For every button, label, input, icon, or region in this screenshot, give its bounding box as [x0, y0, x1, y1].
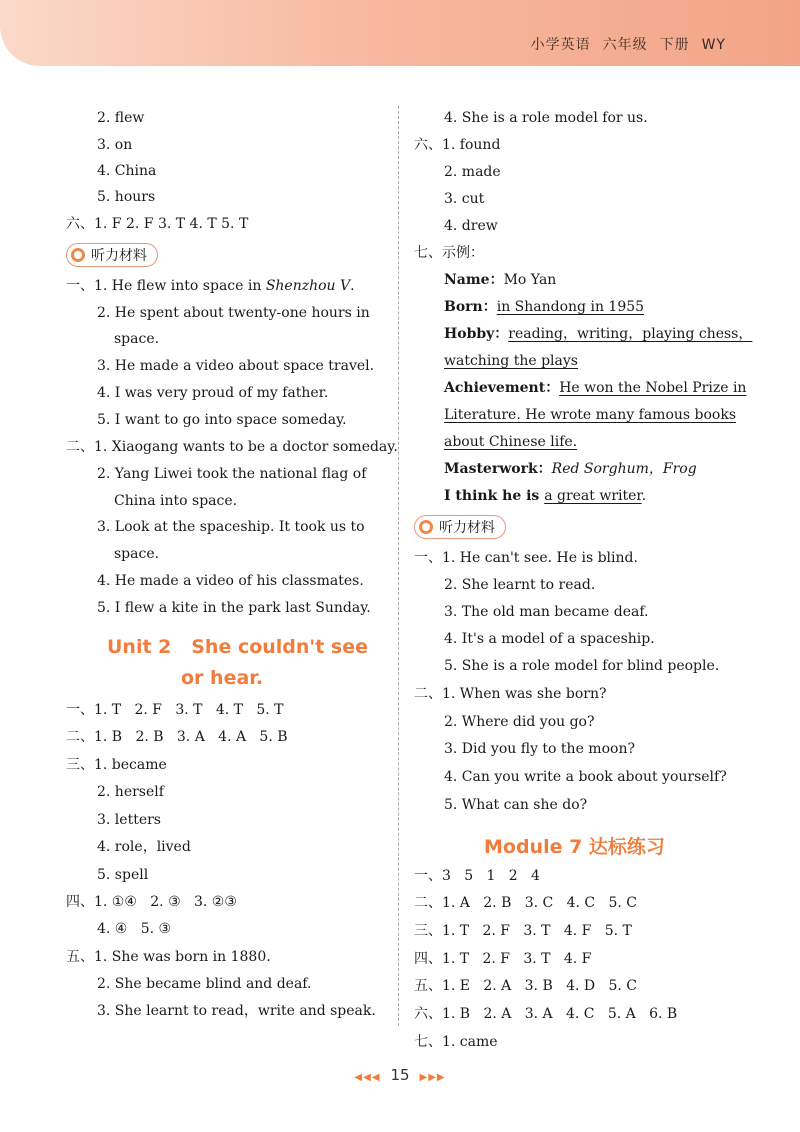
transcript-text: 1. Xiaogang wants to be a doctor someday.	[94, 439, 398, 455]
answer-line	[66, 701, 284, 719]
answer-line	[66, 215, 248, 233]
answer-line: 4. China	[97, 163, 157, 179]
unit-title-line2: or hear.	[181, 667, 264, 689]
answer-line	[414, 894, 637, 912]
listening-material-badge	[66, 243, 158, 267]
answer-text: 1. E 2. A 3. B 4. D 5. C	[442, 978, 637, 994]
answer-line: 3. letters	[97, 812, 161, 828]
header-info	[519, 34, 726, 54]
headphones-icon	[71, 248, 85, 262]
section-marker: 一、	[66, 278, 94, 294]
answer-line: 4. She is a role model for us.	[444, 110, 648, 126]
answer-text: 示例：	[442, 245, 484, 261]
answer-line	[66, 948, 271, 966]
section-marker: 五、	[414, 978, 442, 994]
transcript-line: 5. I flew a kite in the park last Sunday.	[97, 600, 371, 616]
transcript-line: China into space.	[114, 493, 238, 509]
section-marker: 六、	[414, 1006, 442, 1022]
answer-text: 1. became	[94, 757, 167, 773]
right-arrows-icon: ▶▶▶	[419, 1072, 446, 1083]
transcript-text: 1. He can't see. He is blind.	[442, 550, 638, 566]
page-footer	[0, 1066, 800, 1084]
section-marker: 六、	[414, 137, 442, 153]
badge-label: 听力材料	[439, 520, 495, 536]
section-marker: 三、	[66, 757, 94, 773]
transcript-line: 4. Can you write a book about yourself?	[444, 769, 727, 785]
section-marker: 二、	[66, 729, 94, 745]
field-value: Literature. He wrote many famous books	[444, 407, 737, 423]
field-label: Name：	[444, 272, 504, 288]
badge-label: 听力材料	[91, 248, 147, 264]
answer-line: 4. drew	[444, 218, 498, 234]
transcript-line: 4. I was very proud of my father.	[97, 385, 329, 401]
profile-born-line	[444, 298, 644, 316]
answer-line	[414, 244, 484, 262]
transcript-line: 2. Where did you go?	[444, 714, 595, 730]
answer-line	[414, 977, 637, 995]
profile-masterwork-line	[444, 460, 697, 478]
answer-text: 1. came	[442, 1034, 498, 1050]
transcript-line: 2. Yang Liwei took the national flag of	[97, 466, 367, 482]
header-subject: 小学英语	[530, 37, 591, 53]
answer-text: 1. F 2. F 3. T 4. T 5. T	[94, 216, 249, 232]
answer-line: 4. role，lived	[97, 839, 191, 855]
answer-text: 1. ①④ 2. ③ 3. ②③	[94, 894, 237, 910]
section-marker: 一、	[414, 868, 442, 884]
profile-achievement-line	[444, 379, 746, 397]
transcript-line: 2. She learnt to read.	[444, 577, 596, 593]
field-label: Hobby：	[444, 326, 509, 342]
transcript-line: 3. Look at the spaceship. It took us to	[97, 519, 365, 535]
answer-line	[414, 950, 591, 968]
answer-line	[66, 728, 288, 746]
answer-text: 1. A 2. B 3. C 4. C 5. C	[442, 895, 637, 911]
header-edition: WY	[701, 37, 726, 53]
answer-text: 1. T 2. F 3. T 4. F	[442, 951, 592, 967]
answer-line: 2. herself	[97, 784, 164, 800]
transcript-line: 4. He made a video of his classmates.	[97, 573, 364, 589]
header-band	[0, 0, 800, 66]
transcript-line: 2. He spent about twenty-one hours in	[97, 305, 370, 321]
section-marker: 一、	[66, 702, 94, 718]
module-title: Module 7 达标练习	[484, 836, 665, 858]
section-marker: 七、	[414, 245, 442, 261]
field-value: a great writer	[544, 488, 642, 504]
profile-achievement-line2	[444, 406, 736, 424]
field-value: in Shandong in 1955	[496, 299, 645, 315]
section-marker: 二、	[414, 686, 442, 702]
field-value: watching the plays	[444, 353, 578, 369]
answer-line: 2. She became blind and deaf.	[97, 976, 312, 992]
profile-achievement-line3	[444, 433, 577, 451]
field-value: reading，writing，playing chess，	[508, 326, 753, 342]
answer-text: 3 5 1 2 4	[442, 868, 540, 884]
answer-line	[414, 867, 540, 885]
section-marker: 四、	[66, 894, 94, 910]
unit-title-line1: Unit 2 She couldn't see	[107, 636, 369, 658]
answer-text: 1. found	[442, 137, 501, 153]
transcript-line: 3. He made a video about space travel.	[97, 358, 375, 374]
section-marker: 四、	[414, 951, 442, 967]
headphones-icon	[419, 520, 433, 534]
answer-line: 4. ④ 5. ③	[97, 921, 172, 937]
section-marker: 五、	[66, 949, 94, 965]
profile-name-line	[444, 271, 556, 289]
transcript-line: 3. The old man became deaf.	[444, 604, 649, 620]
field-label: I think he is	[444, 488, 545, 504]
answer-line: 5. hours	[97, 189, 156, 205]
profile-hobby-line	[444, 325, 752, 343]
field-label: Born：	[444, 299, 497, 315]
answer-line: 2. flew	[97, 110, 145, 126]
field-label: Masterwork：	[444, 461, 552, 477]
column-divider	[398, 106, 399, 1026]
answer-line: 3. on	[97, 137, 133, 153]
header-grade: 六年级	[602, 37, 648, 53]
transcript-line	[414, 549, 638, 567]
section-marker: 二、	[414, 895, 442, 911]
answer-line	[66, 756, 167, 774]
transcript-line: 5. I want to go into space someday.	[97, 412, 347, 428]
transcript-text: 1. He flew into space in	[94, 278, 266, 294]
transcript-line	[414, 685, 606, 703]
answer-line: 2. made	[444, 164, 501, 180]
answer-text: 1. She was born in 1880.	[94, 949, 271, 965]
section-marker: 二、	[66, 439, 94, 455]
field-value: He won the Nobel Prize in	[559, 380, 747, 396]
header-volume: 下册	[659, 37, 690, 53]
transcript-line: 5. She is a role model for blind people.	[444, 658, 720, 674]
section-marker: 一、	[414, 550, 442, 566]
section-marker: 七、	[414, 1034, 442, 1050]
transcript-text: 1. When was she born?	[442, 686, 607, 702]
answer-line: 3. She learnt to read，write and speak.	[97, 1003, 376, 1019]
answer-line	[66, 893, 237, 911]
answer-line	[414, 922, 632, 940]
answer-line	[414, 136, 500, 154]
field-label: Achievement：	[444, 380, 560, 396]
transcript-line: 5. What can she do?	[444, 797, 588, 813]
transcript-italic: Shenzhou V	[265, 278, 351, 294]
field-value: Red Sorghum，Frog	[551, 461, 697, 477]
section-marker: 三、	[414, 923, 442, 939]
transcript-line: space.	[114, 546, 160, 562]
transcript-line: 4. It's a model of a spaceship.	[444, 631, 655, 647]
transcript-line	[66, 438, 398, 456]
answer-line: 3. cut	[444, 191, 485, 207]
field-value: about Chinese life.	[444, 434, 578, 450]
section-marker: 六、	[66, 216, 94, 232]
answer-text: 1. B 2. A 3. A 4. C 5. A 6. B	[442, 1006, 678, 1022]
answer-text: 1. B 2. B 3. A 4. A 5. B	[94, 729, 288, 745]
left-arrows-icon: ◀◀◀	[354, 1072, 381, 1083]
profile-think-line	[444, 487, 646, 505]
field-value: Mo Yan	[503, 272, 557, 288]
transcript-line: 一、1. He flew into space in Shenzhou V.	[66, 278, 355, 294]
transcript-line: space.	[114, 331, 160, 347]
answer-line	[414, 1005, 677, 1023]
answer-text: 1. T 2. F 3. T 4. T 5. T	[94, 702, 284, 718]
answer-text: 1. T 2. F 3. T 4. F 5. T	[442, 923, 632, 939]
page-number: 15	[390, 1066, 410, 1084]
profile-hobby-line2	[444, 352, 578, 370]
period: .	[641, 488, 647, 504]
answer-line	[414, 1033, 498, 1051]
transcript-line: 3. Did you fly to the moon?	[444, 741, 635, 757]
listening-material-badge	[414, 515, 506, 539]
answer-line: 5. spell	[97, 867, 149, 883]
